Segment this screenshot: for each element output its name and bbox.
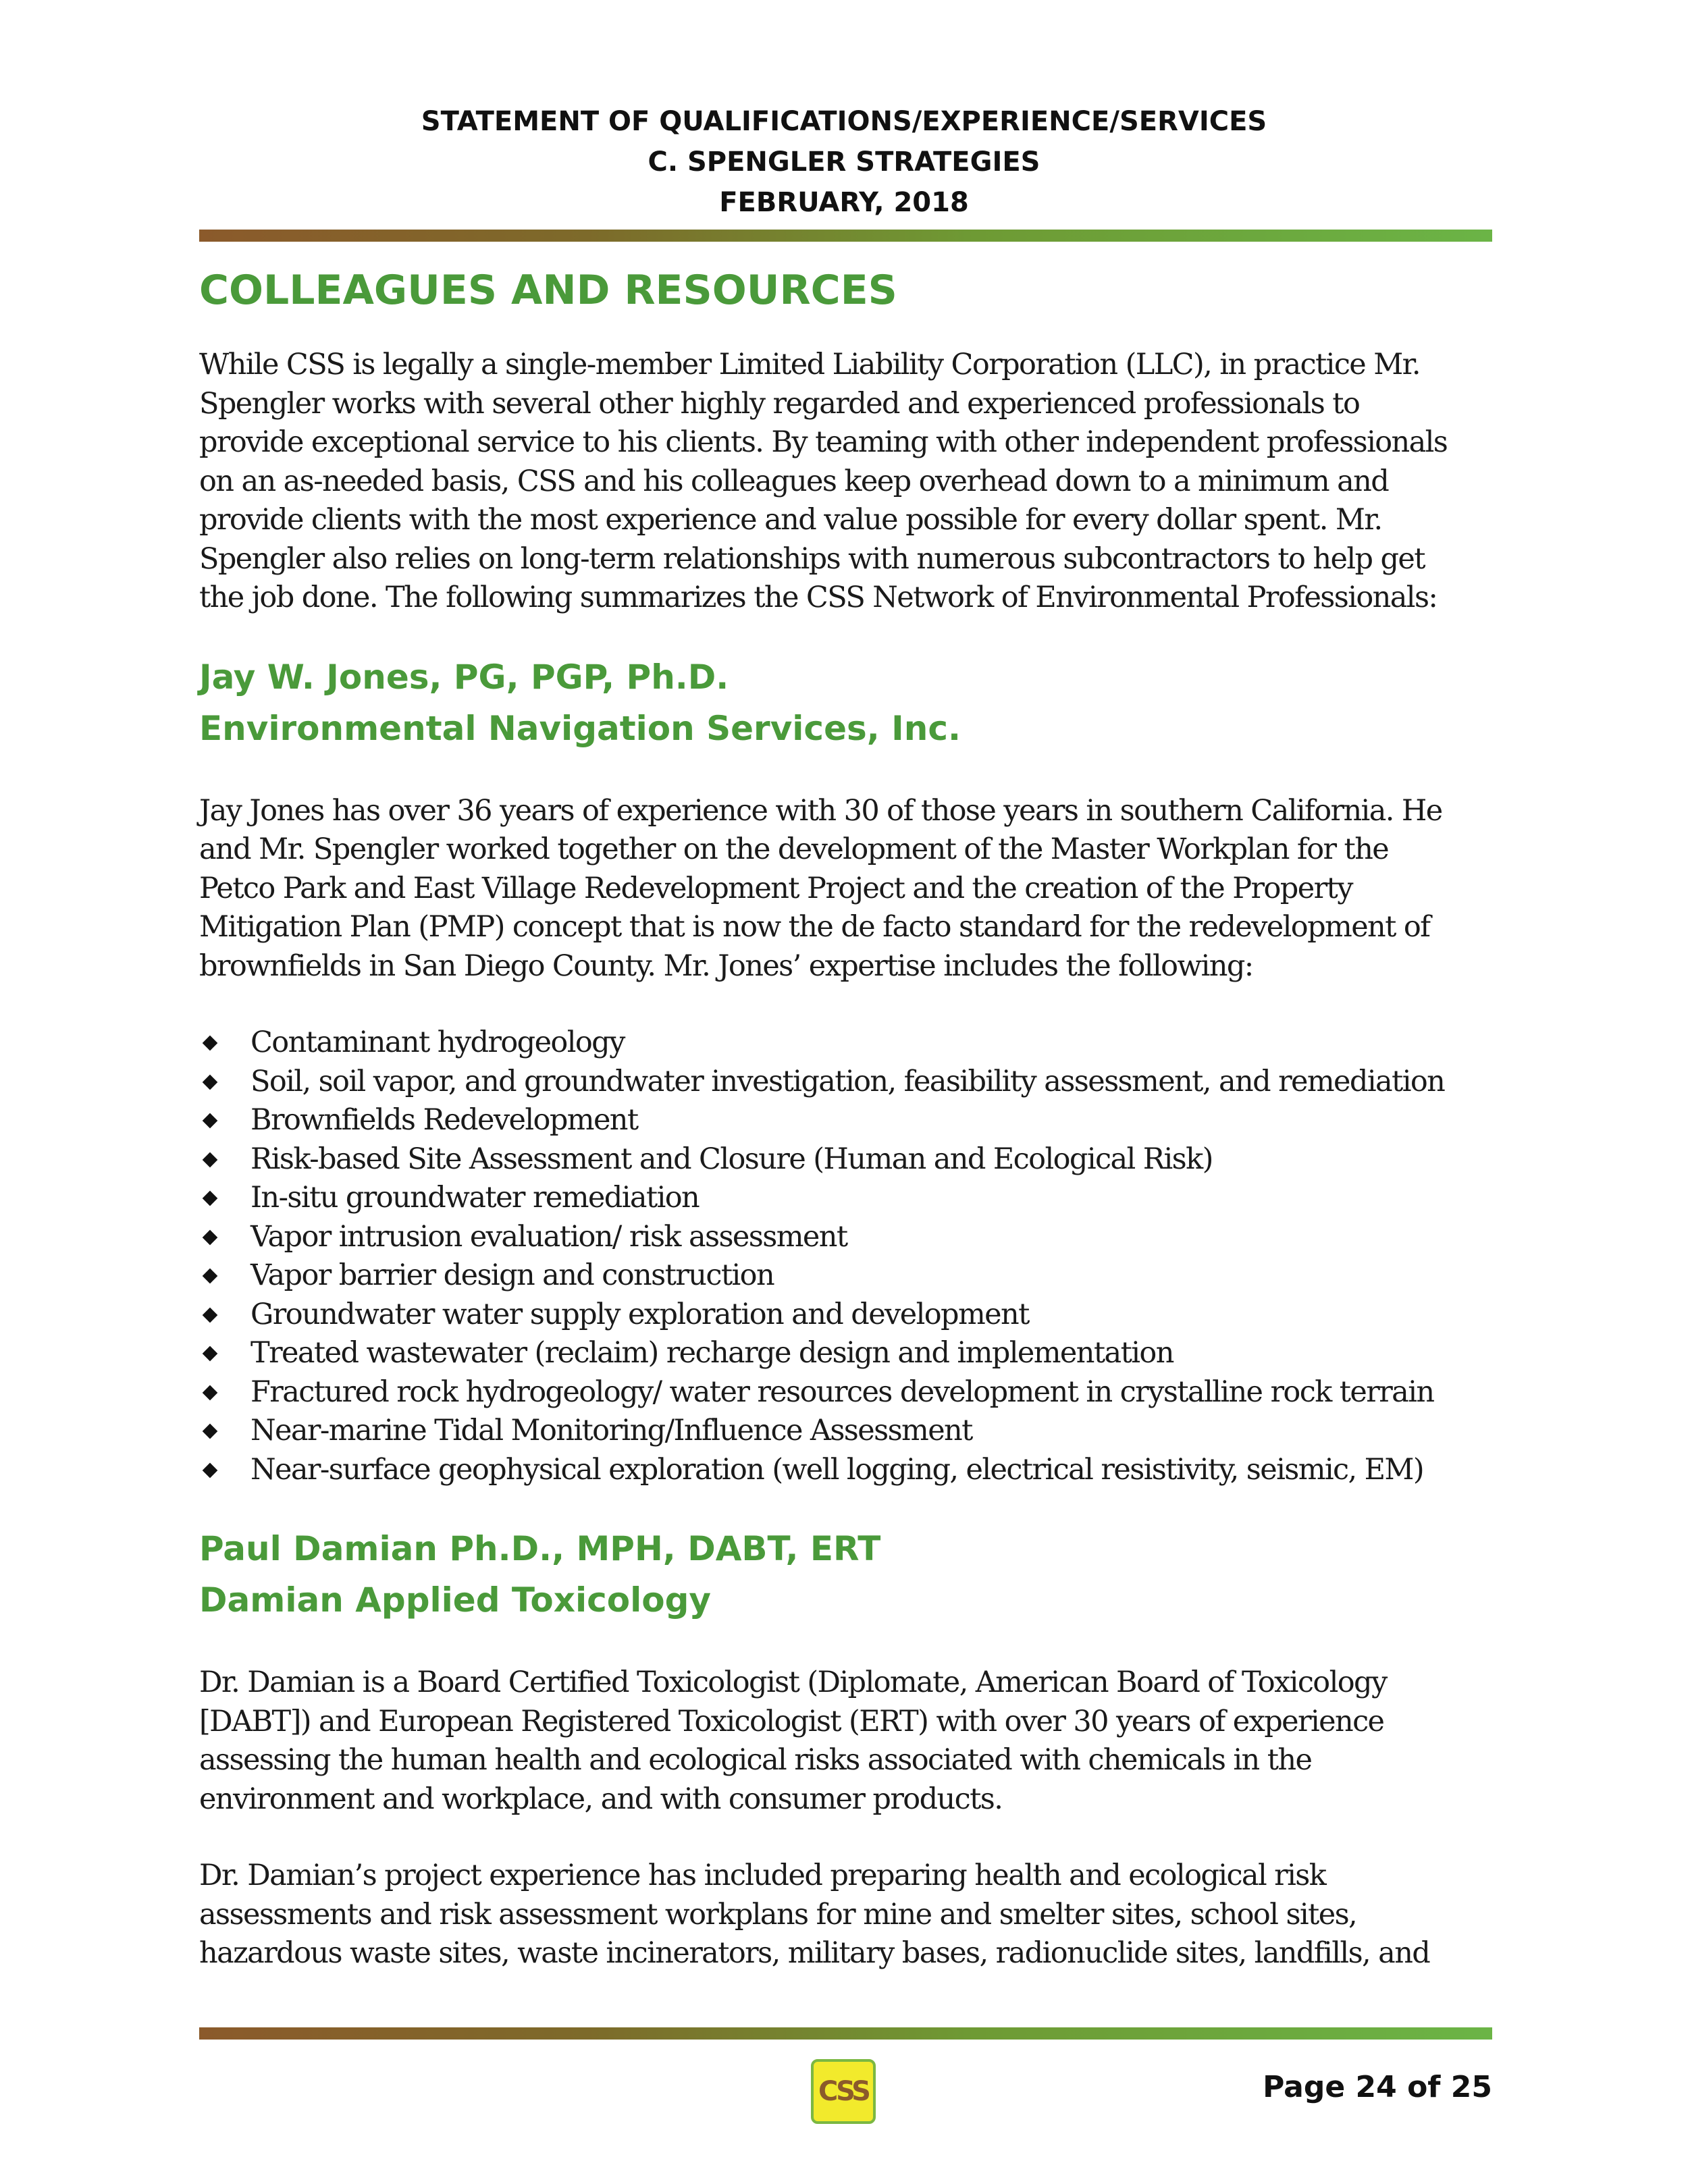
- person-name: Jay W. Jones, PG, PGP, Ph.D.: [199, 657, 729, 697]
- text-line: hazardous waste sites, waste incinerators, military bases, radionuclide sites, landfills, and: [199, 1936, 1430, 1970]
- diamond-bullet-icon: [203, 1462, 218, 1478]
- header-title: STATEMENT OF QUALIFICATIONS/EXPERIENCE/SERVICES: [421, 106, 1267, 137]
- diamond-bullet-icon: [203, 1307, 218, 1323]
- text-line: Petco Park and East Village Redevelopment Project and the creation of the Property: [199, 871, 1352, 905]
- diamond-bullet-icon: [203, 1424, 218, 1439]
- text-line: Jay Jones has over 36 years of experience with 30 of those years in southern California. He: [199, 793, 1442, 828]
- header-company: C. SPENGLER STRATEGIES: [648, 147, 1040, 178]
- person-organization: Environmental Navigation Services, Inc.: [199, 708, 961, 748]
- text-line: provide exceptional service to his clients. By teaming with other independent professionals: [199, 425, 1448, 459]
- list-item: Treated wastewater (reclaim) recharge design and implementation: [199, 1334, 1499, 1373]
- text-line: Mitigation Plan (PMP) concept that is now the de facto standard for the redevelopment of: [199, 910, 1430, 944]
- intro-paragraph: [199, 346, 1499, 618]
- diamond-bullet-icon: [203, 1191, 218, 1206]
- list-item: Vapor intrusion evaluation/ risk assessment: [199, 1218, 1499, 1257]
- expertise-list: [199, 1023, 1499, 1489]
- text-line: Spengler also relies on long-term relationships with numerous subcontractors to help get: [199, 541, 1425, 576]
- text-line: provide clients with the most experience and value possible for every dollar spent. Mr.: [199, 503, 1382, 537]
- text-line: [DABT]) and European Registered Toxicologist (ERT) with over 30 years of experience: [199, 1704, 1384, 1738]
- person-experience: [199, 1857, 1499, 1973]
- list-item: Near-marine Tidal Monitoring/Influence Assessment: [199, 1412, 1499, 1451]
- person-bio: [199, 792, 1499, 986]
- header-date: FEBRUARY, 2018: [719, 187, 969, 218]
- section-title: COLLEAGUES AND RESOURCES: [199, 267, 897, 314]
- list-item: Brownfields Redevelopment: [199, 1101, 1499, 1140]
- text-line: Spengler works with several other highly regarded and experienced professionals to: [199, 386, 1360, 421]
- text-line: assessing the human health and ecological risks associated with chemicals in the: [199, 1743, 1312, 1777]
- diamond-bullet-icon: [203, 1346, 218, 1362]
- footer-divider: [199, 2027, 1492, 2040]
- diamond-bullet-icon: [203, 1113, 218, 1129]
- css-logo: CSS: [811, 2059, 876, 2124]
- text-line: Dr. Damian is a Board Certified Toxicologist (Diplomate, American Board of Toxicology: [199, 1666, 1387, 1699]
- list-item: Near-surface geophysical exploration (well logging, electrical resistivity, seismic, EM): [199, 1451, 1499, 1490]
- page-number: Page 24 of 25: [1263, 2070, 1492, 2104]
- text-line: assessments and risk assessment workplans for mine and smelter sites, school sites,: [199, 1897, 1357, 1932]
- diamond-bullet-icon: [203, 1269, 218, 1284]
- person-name: Paul Damian Ph.D., MPH, DABT, ERT: [199, 1529, 881, 1568]
- diamond-bullet-icon: [203, 1036, 218, 1051]
- diamond-bullet-icon: [203, 1152, 218, 1167]
- diamond-bullet-icon: [203, 1074, 218, 1090]
- diamond-bullet-icon: [203, 1385, 218, 1400]
- person-block-jones: [199, 651, 1499, 1490]
- text-line: brownfields in San Diego County. Mr. Jones’ expertise includes the following:: [199, 949, 1253, 983]
- text-line: on an as-needed basis, CSS and his colleagues keep overhead down to a minimum and: [199, 464, 1389, 498]
- text-line: environment and workplace, and with consumer products.: [199, 1782, 1003, 1816]
- document-header: [0, 101, 1688, 223]
- person-organization: Damian Applied Toxicology: [199, 1580, 711, 1620]
- text-line: the job done. The following summarizes the CSS Network of Environmental Professionals:: [199, 581, 1438, 614]
- page-content: [199, 263, 1499, 1973]
- list-item: Contaminant hydrogeology: [199, 1023, 1499, 1063]
- list-item: Fractured rock hydrogeology/ water resources development in crystalline rock terrain: [199, 1373, 1499, 1412]
- list-item: Soil, soil vapor, and groundwater investigation, feasibility assessment, and remediation: [199, 1063, 1499, 1102]
- list-item: Risk-based Site Assessment and Closure (Human and Ecological Risk): [199, 1140, 1499, 1179]
- list-item: Vapor barrier design and construction: [199, 1256, 1499, 1296]
- list-item: Groundwater water supply exploration and development: [199, 1296, 1499, 1335]
- diamond-bullet-icon: [203, 1229, 218, 1245]
- person-bio: [199, 1663, 1499, 1819]
- text-line: While CSS is legally a single-member Limited Liability Corporation (LLC), in practice Mr.: [199, 348, 1420, 381]
- person-block-damian: [199, 1523, 1499, 1973]
- header-divider: [199, 230, 1492, 242]
- text-line: Dr. Damian’s project experience has included preparing health and ecological risk: [199, 1859, 1326, 1892]
- text-line: and Mr. Spengler worked together on the development of the Master Workplan for the: [199, 832, 1389, 866]
- list-item: In-situ groundwater remediation: [199, 1179, 1499, 1218]
